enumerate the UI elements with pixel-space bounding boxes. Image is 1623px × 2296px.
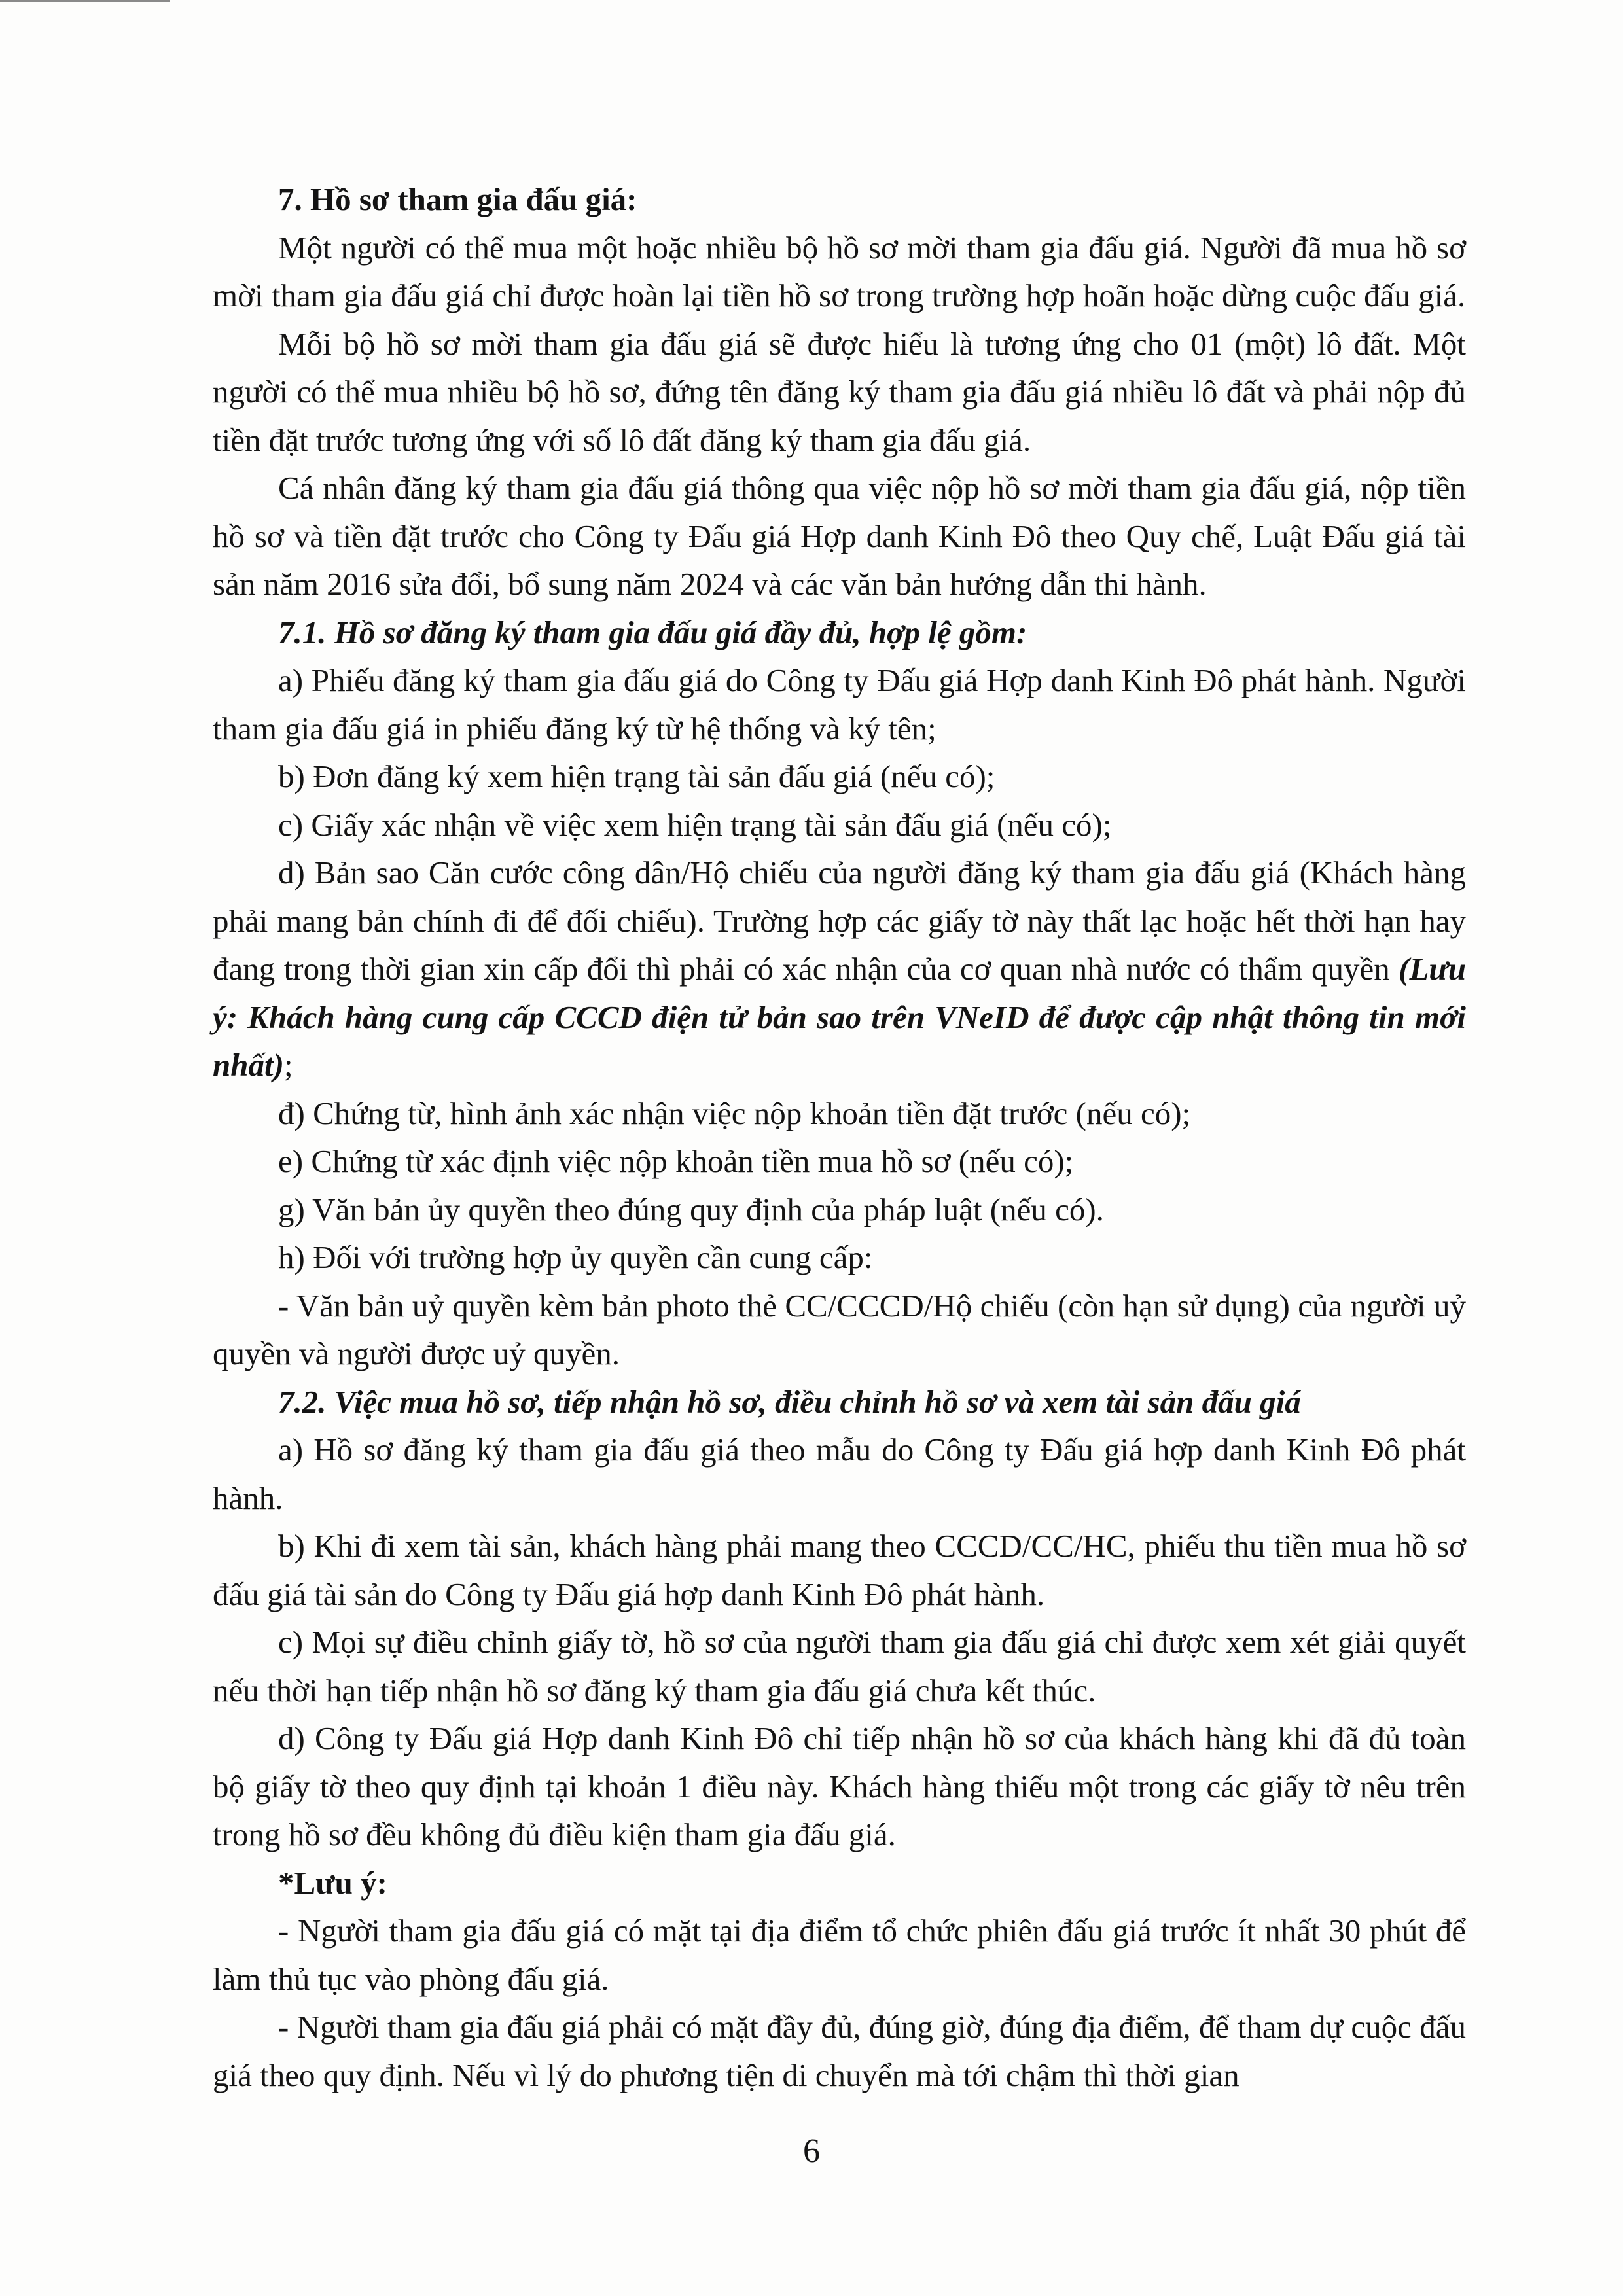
scan-edge-line <box>0 0 170 2</box>
intro-paragraph-1: Một người có thể mua một hoặc nhiều bộ hồ sơ mời tham gia đấu giá. Người đã mua hồ sơ mời tham gia đấu giá chỉ được hoàn lại tiền hồ sơ trong trường hợp hoãn hoặc dừng cuộc đấu giá. <box>213 229 1466 313</box>
list-item-b: b) Đơn đăng ký xem hiện trạng tài sản đấu giá (nếu có); <box>278 758 995 794</box>
sub2-item-b: b) Khi đi xem tài sản, khách hàng phải mang theo CCCD/CC/HC, phiếu thu tiền mua hồ sơ đấu giá tài sản do Công ty Đấu giá hợp danh Kinh Đô phát hành. <box>213 1528 1466 1612</box>
page-number: 6 <box>803 2132 820 2170</box>
list-item-e: e) Chứng từ xác định việc nộp khoản tiền mua hồ sơ (nếu có); <box>278 1143 1074 1179</box>
note-dash-2: - Người tham gia đấu giá phải có mặt đầy đủ, đúng giờ, đúng địa điểm, để tham dự cuộc đấu giá theo quy định. Nếu vì lý do phương tiện di chuyển mà tới chậm thì thời gian <box>213 2009 1466 2093</box>
list-item-g: g) Văn bản ủy quyền theo đúng quy định của pháp luật (nếu có). <box>278 1191 1104 1227</box>
subsection-7-2-heading: 7.2. Việc mua hồ sơ, tiếp nhận hồ sơ, điều chỉnh hồ sơ và xem tài sản đấu giá <box>278 1383 1301 1420</box>
section-heading: 7. Hồ sơ tham gia đấu giá: <box>278 181 637 217</box>
list-item-h: h) Đối với trường hợp ủy quyền cần cung cấp: <box>278 1239 873 1275</box>
list-item-d-note: (Lưu ý: Khách hàng cung cấp CCCD điện tử bản sao trên VNeID để được cập nhật thông tin mới nhất) <box>213 951 1466 1083</box>
sub2-item-c: c) Mọi sự điều chỉnh giấy tờ, hồ sơ của người tham gia đấu giá chỉ được xem xét giải quyết nếu thời hạn tiếp nhận hồ sơ đăng ký tham gia đấu giá chưa kết thúc. <box>213 1624 1466 1708</box>
list-item-d-text: d) Bản sao Căn cước công dân/Hộ chiếu của người đăng ký tham gia đấu giá (Khách hàng phải mang bản chính đi để đối chiếu). Trường hợp các giấy tờ này thất lạc hoặc hết thời hạn hay đang trong thời gian xin cấp đổi thì phải có xác nhận của cơ quan nhà nước có thẩm quyền <box>213 855 1466 987</box>
document-body <box>213 175 1466 2099</box>
sub2-item-d: d) Công ty Đấu giá Hợp danh Kinh Đô chỉ tiếp nhận hồ sơ của khách hàng khi đã đủ toàn bộ giấy tờ theo quy định tại khoản 1 điều này. Khách hàng thiếu một trong các giấy tờ nêu trên trong hồ sơ đều không đủ điều kiện tham gia đấu giá. <box>213 1720 1466 1852</box>
list-item-d-end: ; <box>283 1047 293 1083</box>
list-item-d <box>213 849 1466 1089</box>
subsection-7-1-heading: 7.1. Hồ sơ đăng ký tham gia đấu giá đầy đủ, hợp lệ gồm: <box>278 614 1027 650</box>
intro-paragraph-3: Cá nhân đăng ký tham gia đấu giá thông qua việc nộp hồ sơ mời tham gia đấu giá, nộp tiền hồ sơ và tiền đặt trước cho Công ty Đấu giá Hợp danh Kinh Đô theo Quy chế, Luật Đấu giá tài sản năm 2016 sửa đổi, bổ sung năm 2024 và các văn bản hướng dẫn thi hành. <box>213 470 1466 602</box>
sub2-item-a: a) Hồ sơ đăng ký tham gia đấu giá theo mẫu do Công ty Đấu giá hợp danh Kinh Đô phát hành. <box>213 1432 1466 1516</box>
list-item-a: a) Phiếu đăng ký tham gia đấu giá do Công ty Đấu giá Hợp danh Kinh Đô phát hành. Người tham gia đấu giá in phiếu đăng ký từ hệ thống và ký tên; <box>213 662 1466 747</box>
note-dash-1: - Người tham gia đấu giá có mặt tại địa điểm tổ chức phiên đấu giá trước ít nhất 30 phút để làm thủ tục vào phòng đấu giá. <box>213 1913 1466 1997</box>
list-item-dd: đ) Chứng từ, hình ảnh xác nhận việc nộp khoản tiền đặt trước (nếu có); <box>278 1095 1191 1131</box>
list-item-c: c) Giấy xác nhận về việc xem hiện trạng tài sản đấu giá (nếu có); <box>278 806 1112 843</box>
intro-paragraph-2: Mỗi bộ hồ sơ mời tham gia đấu giá sẽ được hiểu là tương ứng cho 01 (một) lô đất. Một người có thể mua nhiều bộ hồ sơ, đứng tên đăng ký tham gia đấu giá nhiều lô đất và phải nộp đủ tiền đặt trước tương ứng với số lô đất đăng ký tham gia đấu giá. <box>213 325 1466 458</box>
list-item-h-dash: - Văn bản uỷ quyền kèm bản photo thẻ CC/CCCD/Hộ chiếu (còn hạn sử dụng) của người uỷ quyền và người được uỷ quyền. <box>213 1287 1466 1371</box>
note-label: *Lưu ý: <box>278 1864 387 1901</box>
